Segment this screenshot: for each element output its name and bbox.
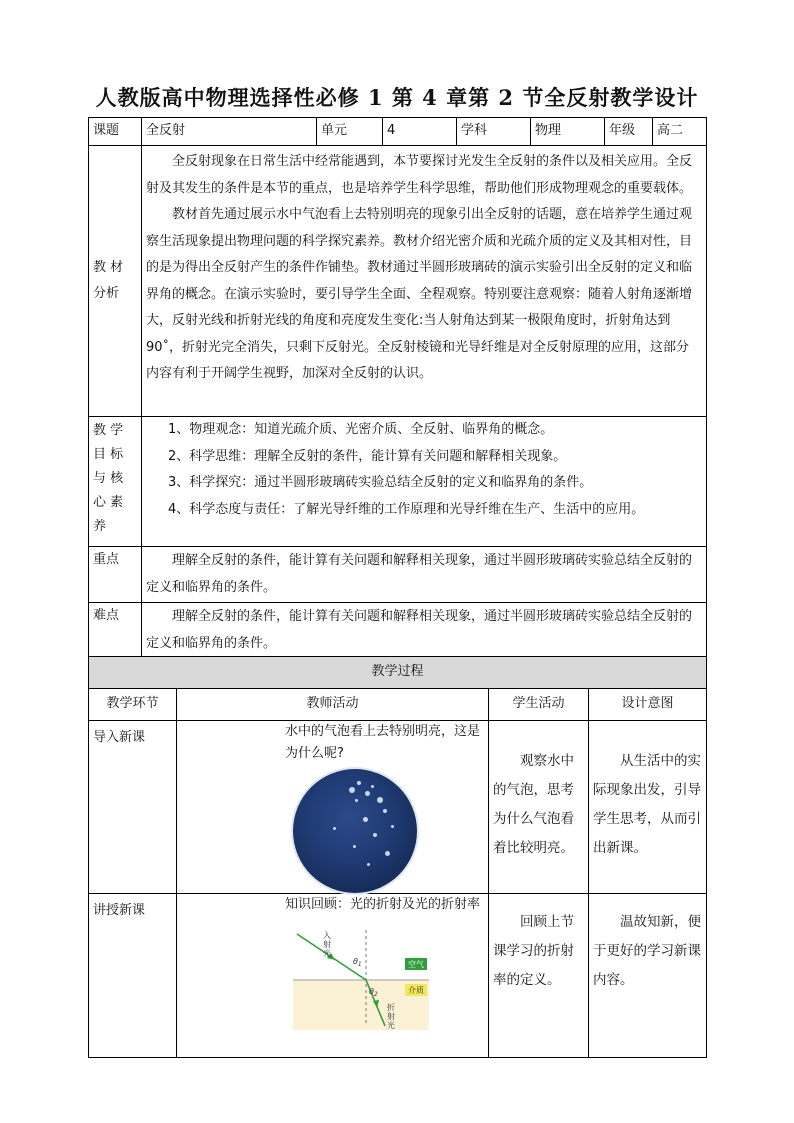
table-row xyxy=(89,721,707,894)
analysis-paragraph: 教材首先通过展示水中气泡看上去特别明亮的现象引出全反射的话题，意在培养学生通过观察生活现象提出物理问题的科学探究素养。教材介绍光密介质和光疏介质的定义及其相对性，目的是为得出全反射产生的条件作铺垫。教材通过半圆形玻璃砖的演示实验引出全反射的定义和临界角的概念。在演示实验时，要引导学生全面、全程观察。特别要注意观察：随着人射角逐渐增大，反射光线和折射光线的角度和亮度发生变化:当人射角达到某一极限角度时，折射角达到 90˚，折射光完全消失，只剩下反射光。全反射棱镜和光导纤维是对全反射原理的应用，这部分内容有利于开阔学生视野，加深对全反射的认识。 xyxy=(146,207,693,381)
intent-cell: 从生活中的实际现象出发，引导学生思考，从而引出新课。 xyxy=(589,721,707,894)
analysis-label: 教 材 分析 xyxy=(89,146,142,417)
key-point-row xyxy=(89,547,707,603)
refracted-label: 折射光 xyxy=(387,1003,395,1030)
teacher-cell: 知识回顾：光的折射及光的折射率 空气 介质 入射光 $\theta_1$ $\theta_2$ 折射光 xyxy=(177,894,489,1058)
theta2-label: $\theta_2$ xyxy=(369,987,378,998)
topic-value: 全反射 xyxy=(142,118,317,146)
medium-label: 介质 xyxy=(408,986,424,995)
air-label: 空气 xyxy=(408,960,424,969)
col-stage: 教学环节 xyxy=(89,689,177,721)
info-row xyxy=(89,118,707,146)
process-column-headers xyxy=(89,689,707,721)
student-cell: 观察水中的气泡，思考为什么气泡看着比较明亮。 xyxy=(489,721,589,894)
goals-label: 教 学 目 标 与 核 心 素 养 xyxy=(89,417,142,547)
refraction-svg xyxy=(293,920,429,1030)
subject-label: 学科 xyxy=(457,118,531,146)
goal-item: 1、物理观念：知道光疏介质、光密介质、全反射、临界角的概念。 xyxy=(168,422,554,437)
goal-item: 4、科学态度与责任：了解光导纤维的工作原理和光导纤维在生产、生活中的应用。 xyxy=(168,501,645,517)
goal-item: 3、科学探究：通过半圆形玻璃砖实验总结全反射的定义和临界角的条件。 xyxy=(168,475,593,490)
stage-cell: 导入新课 xyxy=(89,721,177,894)
analysis-content xyxy=(142,146,707,417)
refraction-diagram xyxy=(293,920,429,1030)
difficulty-content: 理解全反射的条件，能计算有关问题和解释相关现象，通过半圆形玻璃砖实验总结全反射的定义和临界角的条件。 xyxy=(142,603,707,659)
stage-cell: 讲授新课 xyxy=(89,894,177,1058)
subject-value: 物理 xyxy=(531,118,605,146)
water-bubble-photo xyxy=(293,769,417,893)
unit-label: 单元 xyxy=(317,118,383,146)
analysis-row xyxy=(89,146,707,417)
intent-cell: 温故知新，便于更好的学习新课内容。 xyxy=(589,894,707,1058)
grade-value: 高二 xyxy=(653,118,707,146)
table-row xyxy=(89,894,707,1058)
process-header: 教学过程 xyxy=(89,657,707,689)
process-table xyxy=(88,656,707,1058)
grade-label: 年级 xyxy=(605,118,653,146)
difficulty-row xyxy=(89,603,707,659)
col-teacher: 教师活动 xyxy=(177,689,489,721)
lesson-plan-table xyxy=(88,117,707,659)
goal-item: 2、科学思维：理解全反射的条件，能计算有关问题和解释相关现象。 xyxy=(168,448,567,464)
col-student: 学生活动 xyxy=(489,689,589,721)
goals-content xyxy=(142,417,707,547)
key-point-content: 理解全反射的条件，能计算有关问题和解释相关现象，通过半圆形玻璃砖实验总结全反射的定义和临界角的条件。 xyxy=(142,547,707,603)
analysis-paragraph: 全反射现象在日常生活中经常能遇到，本节要探讨光发生全反射的条件以及相关应用。全反射及其发生的条件是本节的重点，也是培养学生科学思维，帮助他们形成物理观念的重要载体。 xyxy=(146,154,693,196)
theta1-label: $\theta_1$ xyxy=(353,957,362,968)
student-cell: 回顾上节课学习的折射率的定义。 xyxy=(489,894,589,1058)
topic-label: 课题 xyxy=(89,118,142,146)
unit-value: 4 xyxy=(383,118,457,146)
teacher-cell: 水中的气泡看上去特别明亮，这是为什么呢? xyxy=(177,721,489,894)
difficulty-label: 难点 xyxy=(89,603,142,659)
goals-row xyxy=(89,417,707,547)
incident-label: 入射光 xyxy=(323,931,331,958)
document-title: 人教版高中物理选择性必修 1 第 4 章第 2 节全反射教学设计 xyxy=(95,85,699,110)
col-intent: 设计意图 xyxy=(589,689,707,721)
key-point-label: 重点 xyxy=(89,547,142,603)
